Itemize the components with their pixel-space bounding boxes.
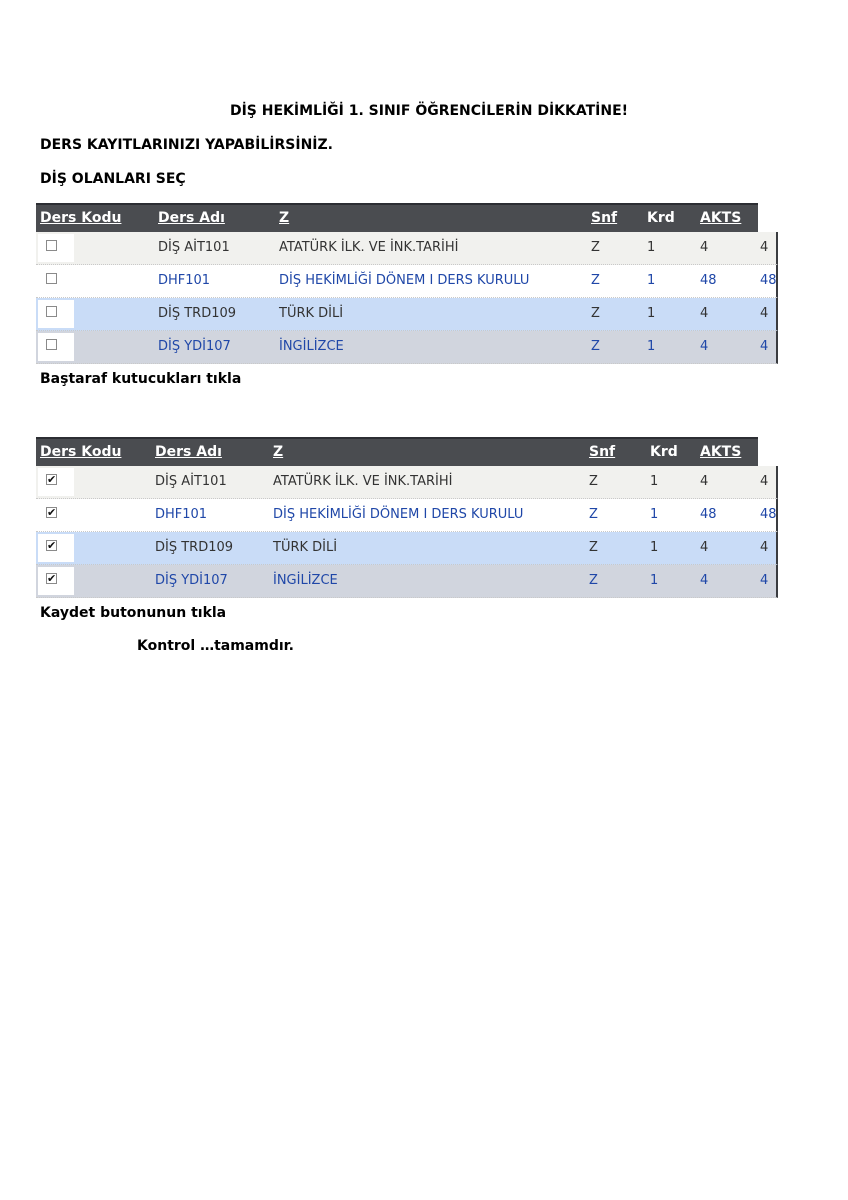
course-akts: 48: [760, 273, 777, 288]
checkbox-cell: [38, 300, 74, 328]
course-class: 1: [650, 507, 659, 522]
column-header-code[interactable]: Ders Kodu: [40, 444, 122, 460]
select-checkbox[interactable]: [46, 339, 57, 350]
checkbox-cell: [38, 468, 74, 496]
course-credit: 4: [700, 573, 709, 588]
course-class: 1: [647, 273, 656, 288]
table-row: [36, 499, 778, 532]
course-akts: 4: [760, 573, 769, 588]
course-class: 1: [647, 240, 656, 255]
table-row: [36, 565, 778, 598]
course-akts: 4: [760, 240, 769, 255]
table-row: [36, 298, 778, 331]
instruction-note-2: Kaydet butonunun tıkla: [40, 605, 227, 621]
course-type: Z: [589, 474, 598, 489]
column-header-z[interactable]: Z: [279, 210, 290, 226]
course-credit: 4: [700, 339, 709, 354]
column-header-krd: Krd: [647, 210, 675, 226]
column-header-krd: Krd: [650, 444, 678, 460]
checkbox-cell: [38, 333, 74, 361]
column-header-akts[interactable]: AKTS: [700, 210, 742, 226]
course-name: ATATÜRK İLK. VE İNK.TARİHİ: [273, 474, 453, 489]
course-akts: 4: [760, 306, 769, 321]
course-type: Z: [591, 273, 600, 288]
page-title: DİŞ HEKİMLİĞİ 1. SINIF ÖĞRENCİLERİN DİKKATİNE!: [229, 103, 629, 119]
column-header-z[interactable]: Z: [273, 444, 284, 460]
column-header-code[interactable]: Ders Kodu: [40, 210, 122, 226]
instruction-note-1: Baştaraf kutucukları tıkla: [40, 371, 242, 387]
course-name[interactable]: İNGİLİZCE: [273, 573, 338, 588]
course-credit: 4: [700, 240, 709, 255]
column-header-snf[interactable]: Snf: [589, 444, 616, 460]
course-type: Z: [591, 339, 600, 354]
instruction-line-1: DERS KAYITLARINIZI YAPABİLİRSİNİZ.: [40, 137, 333, 153]
course-class: 1: [650, 540, 659, 555]
course-type: Z: [591, 306, 600, 321]
course-code[interactable]: DİŞ YDİ107: [155, 573, 228, 588]
select-checkbox[interactable]: ✔: [47, 539, 57, 552]
course-class: 1: [647, 339, 656, 354]
course-name[interactable]: DİŞ HEKİMLİĞİ DÖNEM I DERS KURULU: [273, 507, 524, 522]
course-name: TÜRK DİLİ: [279, 306, 344, 321]
column-header-name[interactable]: Ders Adı: [155, 444, 222, 460]
table-body: [36, 466, 778, 598]
course-class: 1: [647, 306, 656, 321]
course-type: Z: [589, 507, 598, 522]
select-checkbox[interactable]: [46, 240, 57, 251]
course-type: Z: [591, 240, 600, 255]
course-code: DİŞ TRD109: [158, 306, 237, 321]
course-code[interactable]: DHF101: [155, 507, 208, 522]
course-code: DİŞ TRD109: [155, 540, 234, 555]
course-name: TÜRK DİLİ: [273, 540, 338, 555]
table-row: [36, 232, 778, 265]
course-credit: 4: [700, 540, 709, 555]
table-body: [36, 232, 778, 364]
course-akts: 48: [760, 507, 777, 522]
course-class: 1: [650, 474, 659, 489]
course-credit: 48: [700, 507, 717, 522]
course-class: 1: [650, 573, 659, 588]
checkbox-cell: [38, 234, 74, 262]
course-code[interactable]: DHF101: [158, 273, 211, 288]
course-akts: 4: [760, 339, 769, 354]
instruction-line-2: DİŞ OLANLARI SEÇ: [40, 171, 186, 187]
course-name: ATATÜRK İLK. VE İNK.TARİHİ: [279, 240, 459, 255]
select-checkbox[interactable]: [46, 273, 57, 284]
checkbox-cell: [38, 567, 74, 595]
column-header-akts[interactable]: AKTS: [700, 444, 742, 460]
table-row: [36, 466, 778, 499]
checkbox-cell: [38, 501, 74, 529]
table-row: [36, 331, 778, 364]
select-checkbox[interactable]: [46, 306, 57, 317]
course-credit: 4: [700, 306, 709, 321]
table-header: [36, 203, 758, 232]
column-header-snf[interactable]: Snf: [591, 210, 618, 226]
select-checkbox[interactable]: ✔: [47, 572, 57, 585]
course-type: Z: [589, 540, 598, 555]
course-code: DİŞ AİT101: [158, 240, 230, 255]
select-checkbox[interactable]: ✔: [47, 473, 57, 486]
course-code: DİŞ AİT101: [155, 474, 227, 489]
course-type: Z: [589, 573, 598, 588]
table-row: [36, 532, 778, 565]
course-table-unchecked: [36, 203, 778, 364]
course-akts: 4: [760, 540, 769, 555]
table-header: [36, 437, 758, 466]
instruction-note-3: Kontrol …tamamdır.: [137, 638, 294, 654]
checkbox-cell: [38, 267, 74, 295]
select-checkbox[interactable]: ✔: [47, 506, 57, 519]
column-header-name[interactable]: Ders Adı: [158, 210, 225, 226]
course-akts: 4: [760, 474, 769, 489]
course-code[interactable]: DİŞ YDİ107: [158, 339, 231, 354]
table-row: [36, 265, 778, 298]
course-table-checked: [36, 437, 778, 598]
course-name[interactable]: DİŞ HEKİMLİĞİ DÖNEM I DERS KURULU: [279, 273, 530, 288]
course-credit: 4: [700, 474, 709, 489]
course-name[interactable]: İNGİLİZCE: [279, 339, 344, 354]
course-credit: 48: [700, 273, 717, 288]
checkbox-cell: [38, 534, 74, 562]
